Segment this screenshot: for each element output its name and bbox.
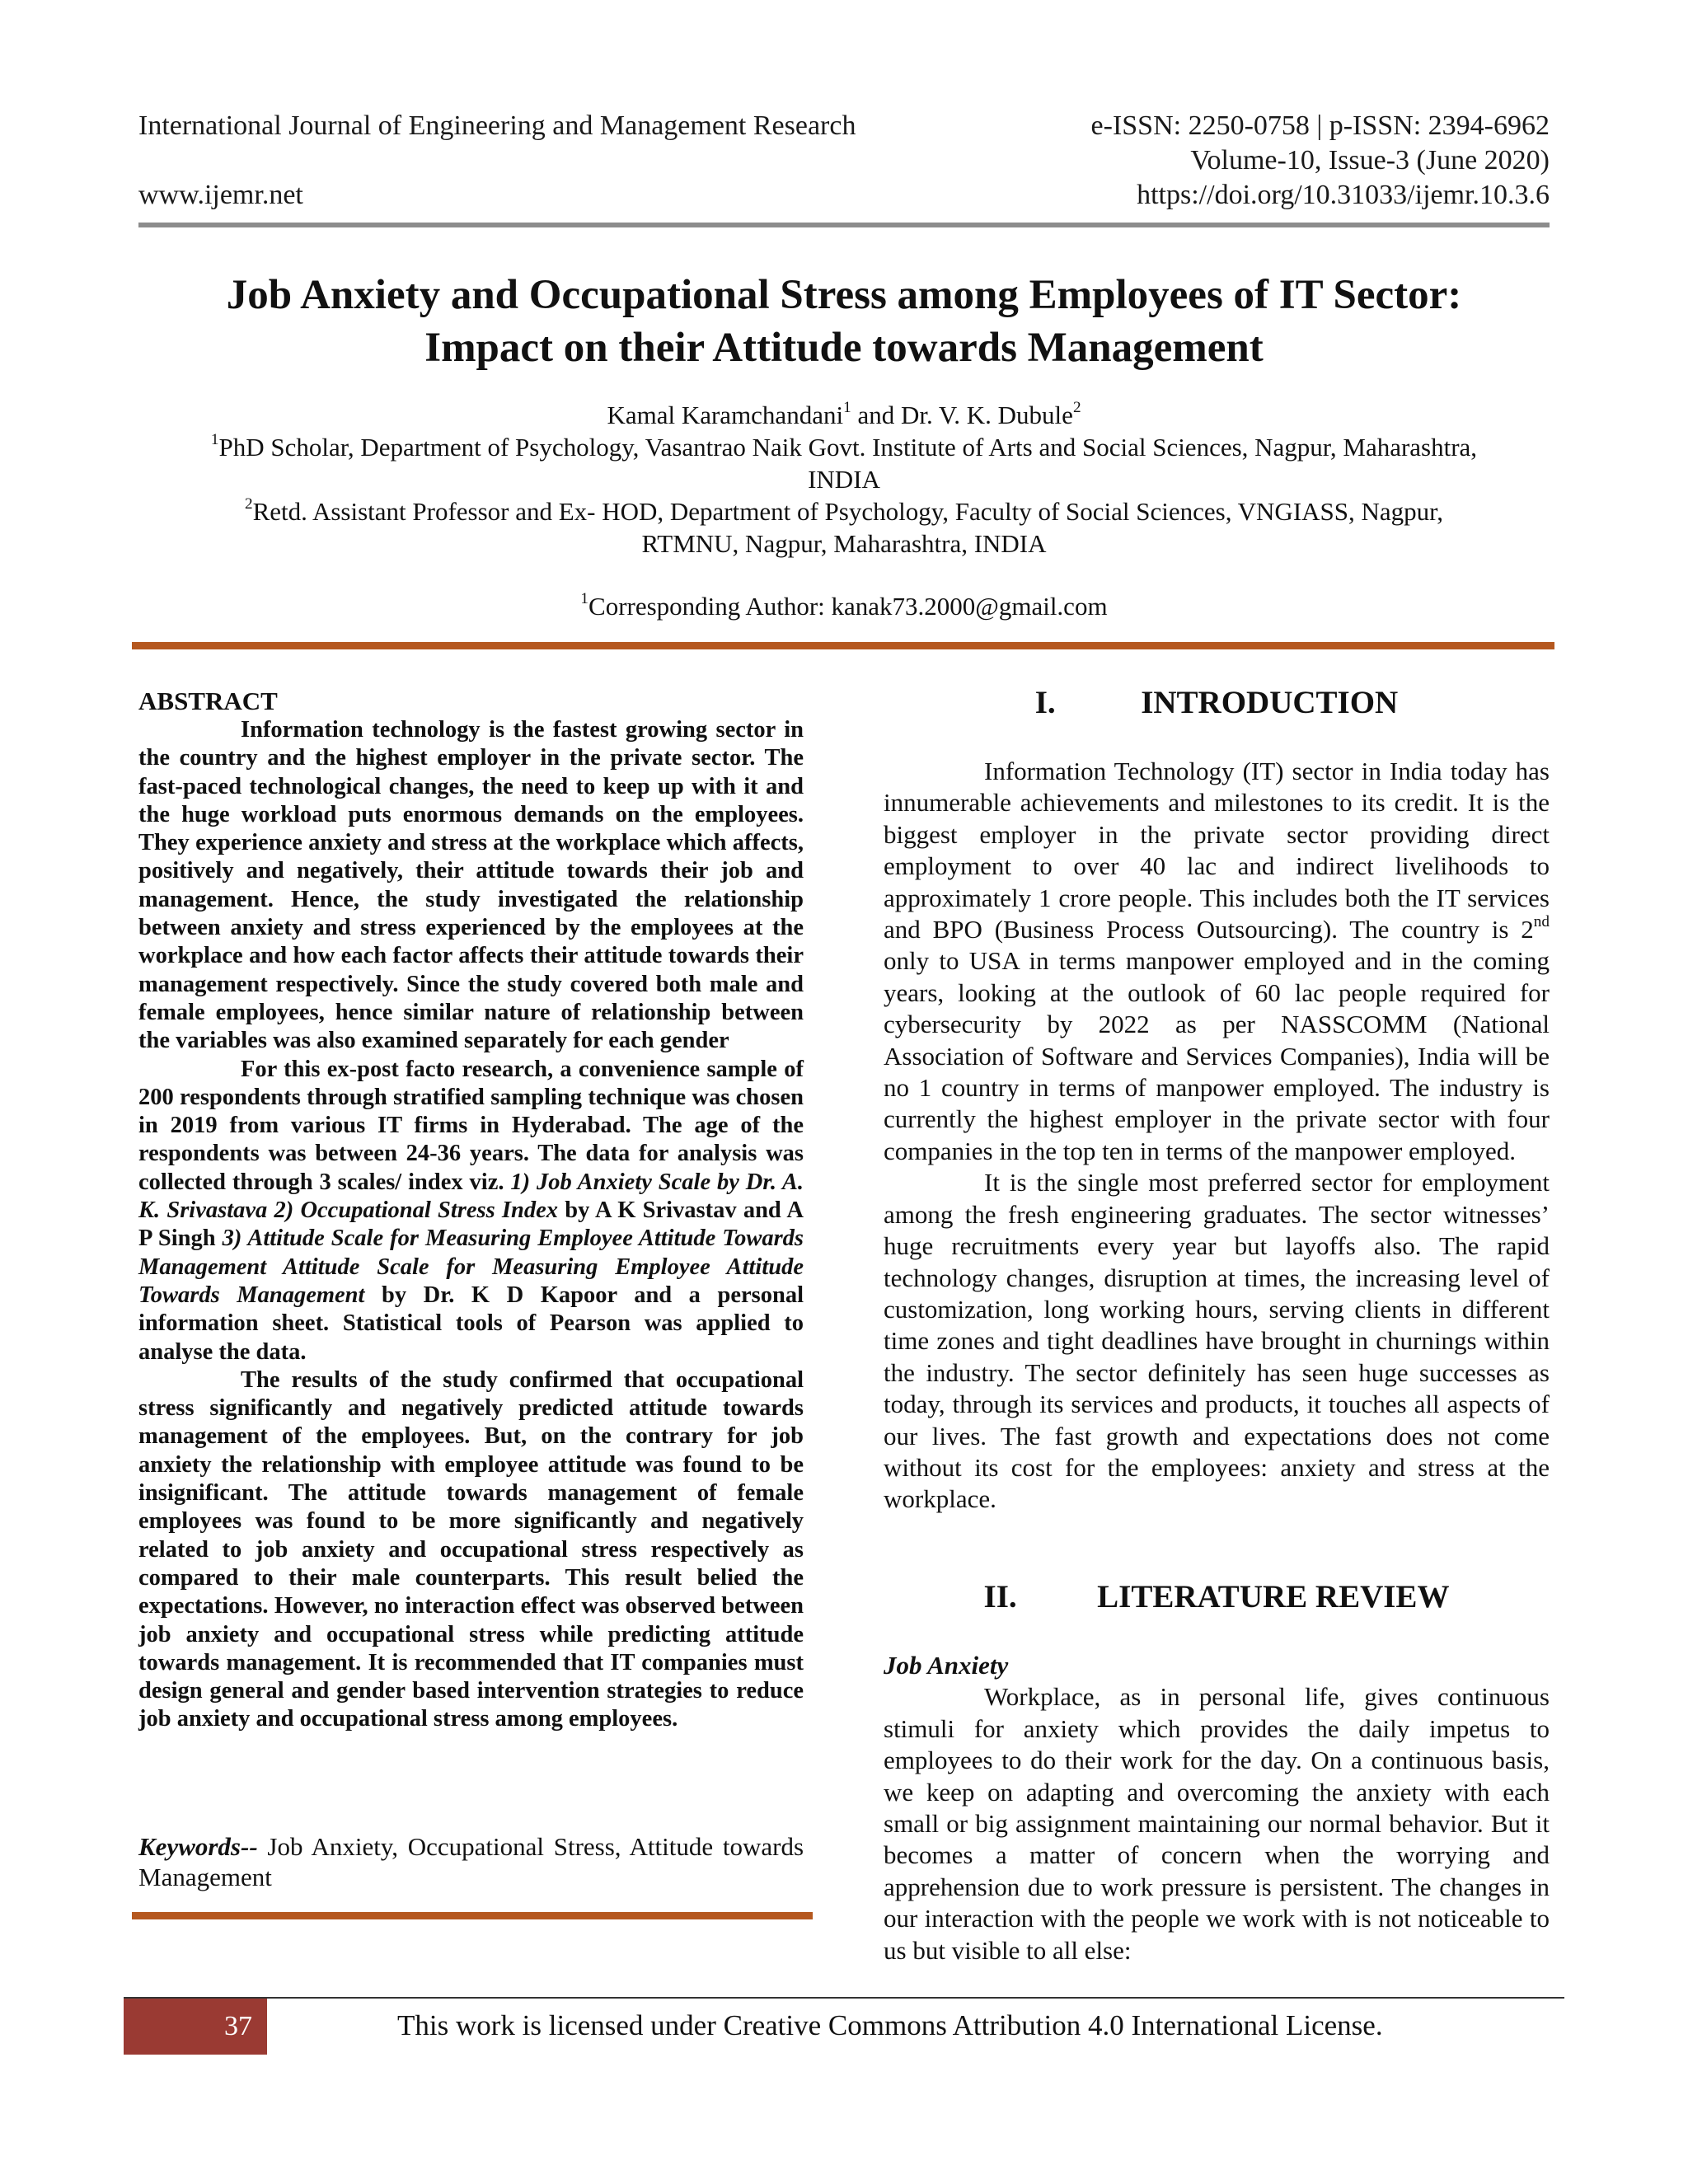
abstract-section [138, 687, 804, 1734]
abstract-p2-authors: by A K Srivastav and A P Singh [138, 1197, 804, 1252]
introduction-body [884, 756, 1550, 1516]
affiliation-1-cont: INDIA [808, 465, 880, 494]
author-line [138, 399, 1550, 431]
affiliation-1-text: PhD Scholar, Department of Psychology, Vasantrao Naik Govt. Institute of Arts and Social Sciences, Nagpur, Maharashtra, [218, 433, 1478, 462]
author-1: Kamal Karamchandani [607, 401, 844, 429]
paper-title-line2: Impact on their Attitude towards Management [424, 325, 1264, 371]
section-heading-literature [884, 1578, 1550, 1616]
volume-issue: Volume-10, Issue-3 (June 2020) [1190, 145, 1550, 176]
intro-p1-text: Information Technology (IT) sector in India today has innumerable achievements and milestones to its credit. It is the biggest employer in the private sector providing direct employment to over 40 lac and indirect livelihoods to approximately 1 crore people. This includes both the IT services and BPO (Business Process Outsourcing). The country is 2 [884, 757, 1550, 944]
keywords [138, 1831, 804, 1892]
corresponding-mark: 1 [580, 589, 589, 607]
intro-paragraph-2: It is the single most preferred sector for employment among the fresh engineering graduates. The sector witnesses’ huge recruitments every year but layoffs also. The rapid technology changes, disruption at times, the increasing level of customization, long working hours, serving clients in different time zones and tight deadlines have brought in churnings within the industry. The sector definitely has seen huge successes as today, through its services and products, it touches all aspects of our lives. The fast growth and expectations does not come without its cost for the employees: anxiety and stress at the workplace. [884, 1168, 1550, 1514]
affiliation-2-mark: 2 [245, 494, 253, 513]
affiliation-1 [138, 431, 1550, 463]
section-title-2: LITERATURE REVIEW [1097, 1579, 1450, 1615]
abstract-p2-scales: 1) Job Anxiety Scale by Dr. A. K. Srivastava 2) Occupational Stress Index [138, 1169, 804, 1224]
author-2: and Dr. V. K. Dubule [857, 401, 1073, 429]
page-number: 37 [124, 1999, 267, 2055]
issn: e-ISSN: 2250-0758 | p-ISSN: 2394-6962 [1090, 110, 1550, 141]
section-number-2: II. [983, 1579, 1017, 1615]
section-title-1: INTRODUCTION [1141, 685, 1399, 720]
abstract-p2-tools: by Dr. K D Kapoor and a personal information sheet. Statistical tools of Pearson was applied to analyse the data. [138, 1282, 804, 1365]
doi-link[interactable]: https://doi.org/10.31033/ijemr.10.3.6 [1137, 180, 1550, 210]
literature-paragraph-1: Workplace, as in personal life, gives continuous stimuli for anxiety which provides the daily impetus to employees to do their work for the day. On a continuous basis, we keep on adapting and overcoming the anxiety with each small or big assignment maintaining our normal behavior. But it becomes a matter of concern when the worrying and apprehension due to work pressure is persistent. The changes in our interaction with the people we work with is not noticeable to us but visible to all else: [884, 1682, 1550, 1965]
affiliation-2 [138, 495, 1550, 527]
website-link[interactable]: www.ijemr.net [138, 180, 303, 210]
abstract-paragraph-2 [138, 1056, 804, 1366]
license-notice: This work is licensed under Creative Commons Attribution 4.0 International License. [397, 2009, 1383, 2041]
abstract-heading: ABSTRACT [138, 687, 278, 715]
section-heading-introduction [884, 684, 1550, 722]
keywords-text: Job Anxiety, Occupational Stress, Attitude towards Management [138, 1832, 804, 1891]
abstract-paragraph-1: Information technology is the fastest growing sector in the country and the highest employer in the private sector. The fast-paced technological changes, the need to keep up with it and the huge workload puts enormous demands on the employees. They experience anxiety and stress at the workplace which affects, positively and negatively, their attitude towards their job and management. Hence, the study investigated the relationship between anxiety and stress experienced by the employees at the workplace and how each factor affects their attitude towards their management respectively. Since the study covered both male and female employees, hence similar nature of relationship between the variables was also examined separately for each gender [138, 717, 804, 1054]
abstract-paragraph-3: The results of the study confirmed that occupational stress significantly and negatively predicted attitude towards management of the employees. But, on the contrary for job anxiety the relationship with employee attitude was found to be insignificant. The attitude towards management of female employees was found to be more significantly and negatively related to job anxiety and occupational stress respectively as compared to their male counterparts. This result belied the expectations. However, no interaction effect was observed between job anxiety and occupational stress while predicting attitude towards management. It is recommended that IT companies must design general and gender based intervention strategies to reduce job anxiety and occupational stress among employees. [138, 1366, 804, 1732]
affiliation-2-cont: RTMNU, Nagpur, Maharashtra, INDIA [641, 529, 1047, 558]
footer-rule [124, 1997, 1564, 1999]
intro-ordinal: nd [1533, 912, 1550, 930]
abstract-p2-attitude-scale: 3) Attitude Scale for Measuring Employee Attitude Towards Management Attitude Scale for Measuring Employee Attitude Towards Management [138, 1226, 804, 1308]
corresponding-text[interactable]: Corresponding Author: kanak73.2000@gmail.com [588, 592, 1108, 621]
abstract-rule [132, 1912, 813, 1919]
literature-body [884, 1650, 1550, 1966]
affiliation-2-text: Retd. Assistant Professor and Ex- HOD, Department of Psychology, Faculty of Social Sciences, VNGIASS, Nagpur, [252, 497, 1443, 526]
intro-paragraph-1 [884, 756, 1550, 1167]
corresponding-author [138, 590, 1550, 622]
intro-p1-cont: only to USA in terms manpower employed and in the coming years, looking at the outlook of 60 lac people required for cybersecurity by 2022 as per NASSCOMM (National Association of Software and Services Companies), India will be no 1 country in terms of manpower employed. The industry is currently the highest employer in the private sector with four companies in the top ten in terms of the manpower employed. [884, 946, 1550, 1165]
journal-name: International Journal of Engineering and Management Research [138, 110, 856, 141]
paper-title-line1: Job Anxiety and Occupational Stress among Employees of IT Sector: [226, 272, 1462, 318]
author-1-mark: 1 [843, 398, 851, 416]
author-2-mark: 2 [1072, 398, 1081, 416]
abstract-p2-text: For this ex-post facto research, a convenience sample of 200 respondents through stratified sampling technique was chosen in 2019 from various IT firms in Hyderabad. The age of the respondents was between 24-36 years. The data for analysis was collected through 3 scales/ index viz. [138, 1056, 804, 1195]
header-rule [138, 223, 1550, 227]
title-rule [132, 642, 1554, 649]
section-number-1: I. [1034, 685, 1056, 720]
affiliation-1-mark: 1 [210, 430, 219, 448]
keywords-label: Keywords-- [138, 1832, 258, 1861]
subheading-job-anxiety: Job Anxiety [884, 1651, 1009, 1680]
